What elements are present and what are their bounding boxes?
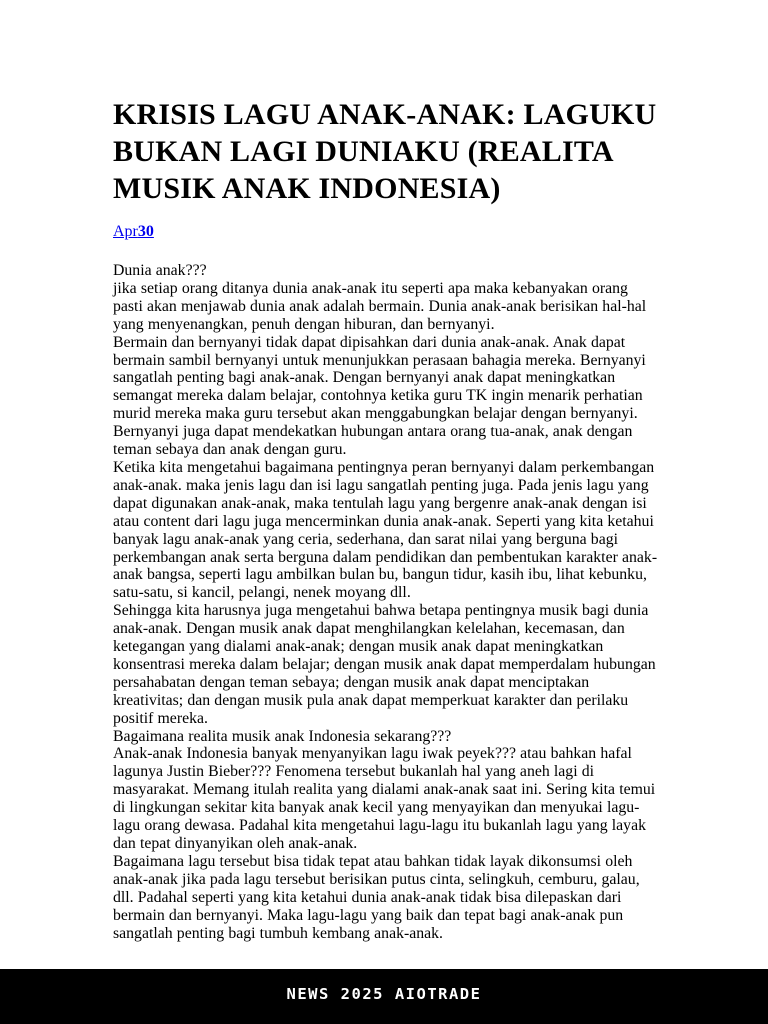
paragraph-bagaimana-realita: Bagaimana realita musik anak Indonesia sekarang??? bbox=[113, 727, 452, 745]
paragraph-ketika-kita-mengetahui: Ketika kita mengetahui bagaimana pentingnya peran bernyanyi dalam perkembangan anak-anak. maka jenis lagu dan isi lagu sangatlah penting juga. Pada jenis lagu yang dapat digunakan anak-anak, maka tentulah lagu yang bergenre anak-anak dengan isi atau content dari lagu juga mencerminkan dunia anak-anak. Seperti yang kita ketahui banyak lagu anak-anak yang ceria, sederhana, dan sarat nilai yang berguna bagi perkembangan anak serta berguna dalam pendidikan dan pembentukan karakter anak-anak bangsa, seperti lagu ambilkan bulan bu, bangun tidur, kasih ibu, lihat kebunku, satu-satu, si kancil, pelangi, nenek moyang dll. bbox=[113, 458, 658, 602]
page-title: KRISIS LAGU ANAK-ANAK: LAGUKU BUKAN LAGI DUNIAKU (REALITA MUSIK ANAK INDONESIA) bbox=[113, 98, 657, 205]
footer-banner bbox=[0, 969, 768, 1024]
paragraph-dunia-anak: Dunia anak??? bbox=[113, 262, 207, 279]
date-link-day: 30 bbox=[137, 223, 154, 240]
paragraph-bagaimana-lagu-tersebut: Bagaimana lagu tersebut bisa tidak tepat atau bahkan tidak layak dikonsumsi oleh anak-anak jika pada lagu tersebut berisikan putus cinta, selingkuh, cemburu, galau, dll. Padahal seperti yang kita ketahui dunia anak-anak tidak bisa dilepaskan dari bermain dan bernyanyi. Maka lagu-lagu yang baik dan tepat bagi anak-anak pun sangatlah penting bagi tumbuh kembang anak-anak. bbox=[113, 852, 640, 942]
paragraph-anak-anak-indonesia: Anak-anak Indonesia banyak menyanyikan lagu iwak peyek??? atau bahkan hafal lagunya Justin Bieber??? Fenomena tersebut bukanlah hal yang aneh lagi di masyarakat. Memang itulah realita yang dialami anak-anak saat ini. Sering kita temui di lingkungan sekitar kita banyak anak kecil yang menyayikan dan menyukai lagu-lagu orang dewasa. Padahal kita mengetahui lagu-lagu itu bukanlah lagu yang layak dan tepat dinyanyikan oleh anak-anak. bbox=[113, 745, 656, 852]
article-body bbox=[113, 262, 658, 942]
footer-label: NEWS 2025 AIOTRADE bbox=[286, 984, 482, 1003]
paragraph-sehingga-kita-harusnya: Sehingga kita harusnya juga mengetahui bahwa betapa pentingnya musik bagi dunia anak-anak. Dengan musik anak dapat menghilangkan kelelahan, kecemasan, dan ketegangan yang dialami anak-anak; dengan musik anak dapat meningkatkan konsentrasi mereka dalam belajar; dengan musik anak dapat memperdalam hubungan persahabatan dengan teman sebaya; dengan musik anak dapat menciptakan kreativitas; dan dengan musik pula anak dapat memperkuat karakter dan perilaku positif mereka. bbox=[113, 602, 656, 727]
date-link[interactable] bbox=[113, 222, 154, 241]
paragraph-bermain-dan-bernyanyi: Bermain dan bernyanyi tidak dapat dipisahkan dari dunia anak-anak. Anak dapat bermain sambil bernyanyi untuk menunjukkan perasaan bahagia mereka. Bernyanyi sangatlah penting bagi anak-anak. Dengan bernyanyi anak dapat meningkatkan semangat mereka dalam belajar, contohnya ketika guru TK ingin menarik perhatian murid mereka maka guru tersebut akan menggabungkan belajar dengan bernyanyi. Bernyanyi juga dapat mendekatkan hubungan antara orang tua-anak, anak dengan teman sebaya dan anak dengan guru. bbox=[113, 333, 646, 459]
date-link-month: Apr bbox=[113, 223, 138, 240]
paragraph-jika-setiap-orang: jika setiap orang ditanya dunia anak-anak itu seperti apa maka kebanyakan orang pasti akan menjawab dunia anak adalah bermain. Dunia anak-anak berisikan hal-hal yang menyenangkan, penuh dengan hiburan, dan bernyanyi. bbox=[113, 279, 647, 333]
article-content bbox=[113, 96, 661, 942]
